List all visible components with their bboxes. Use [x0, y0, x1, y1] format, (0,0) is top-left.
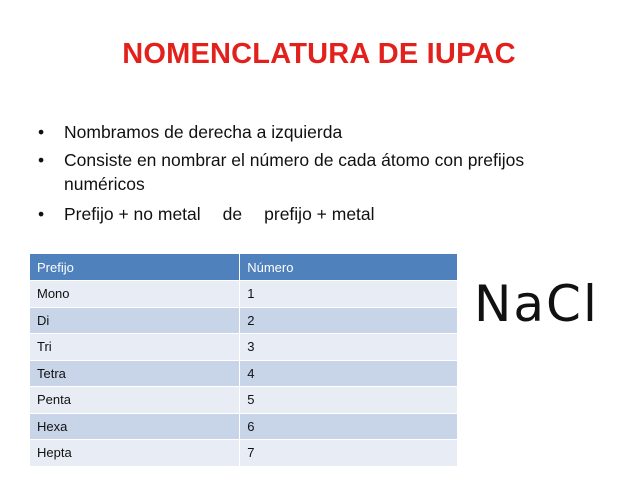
table-row [30, 387, 458, 414]
cell-number: 4 [240, 360, 458, 387]
cell-number: 6 [240, 413, 458, 440]
bullet-text-part3: prefijo + metal [264, 204, 375, 224]
bullet-icon: • [38, 150, 45, 170]
table-row [30, 360, 458, 387]
bullet-text-part1: Prefijo + no metal [64, 204, 201, 224]
cell-prefix: Di [30, 307, 240, 334]
bullet-icon: • [38, 204, 45, 224]
cell-prefix: Mono [30, 281, 240, 308]
cell-prefix: Tri [30, 334, 240, 361]
table-row [30, 281, 458, 308]
prefix-table [30, 254, 458, 466]
cell-prefix: Tetra [30, 360, 240, 387]
cell-number: 2 [240, 307, 458, 334]
bullet-text: Consiste en nombrar el número de cada átomo con prefijos [64, 150, 525, 170]
table-row [30, 413, 458, 440]
cell-prefix: Penta [30, 387, 240, 414]
header-number: Número [240, 254, 458, 281]
table-header-row [30, 254, 458, 281]
header-prefix: Prefijo [30, 254, 240, 281]
bullet-text: Nombramos de derecha a izquierda [64, 122, 343, 142]
cell-prefix: Hepta [30, 440, 240, 466]
chemical-formula: NaCl [474, 275, 599, 333]
cell-number: 3 [240, 334, 458, 361]
table-row [30, 307, 458, 334]
bullet-icon: • [38, 122, 45, 142]
table-row [30, 440, 458, 466]
table-row [30, 334, 458, 361]
cell-number: 5 [240, 387, 458, 414]
bullet-text-part2: de [222, 204, 243, 224]
cell-number: 1 [240, 281, 458, 308]
bullet-text-continued: numéricos [64, 174, 145, 194]
bullet-item [38, 202, 608, 226]
bullet-item [38, 120, 608, 144]
cell-number: 7 [240, 440, 458, 466]
cell-prefix: Hexa [30, 413, 240, 440]
slide-title: NOMENCLATURA DE IUPAC [122, 38, 516, 70]
bullet-list [38, 120, 608, 230]
bullet-item [38, 148, 608, 196]
